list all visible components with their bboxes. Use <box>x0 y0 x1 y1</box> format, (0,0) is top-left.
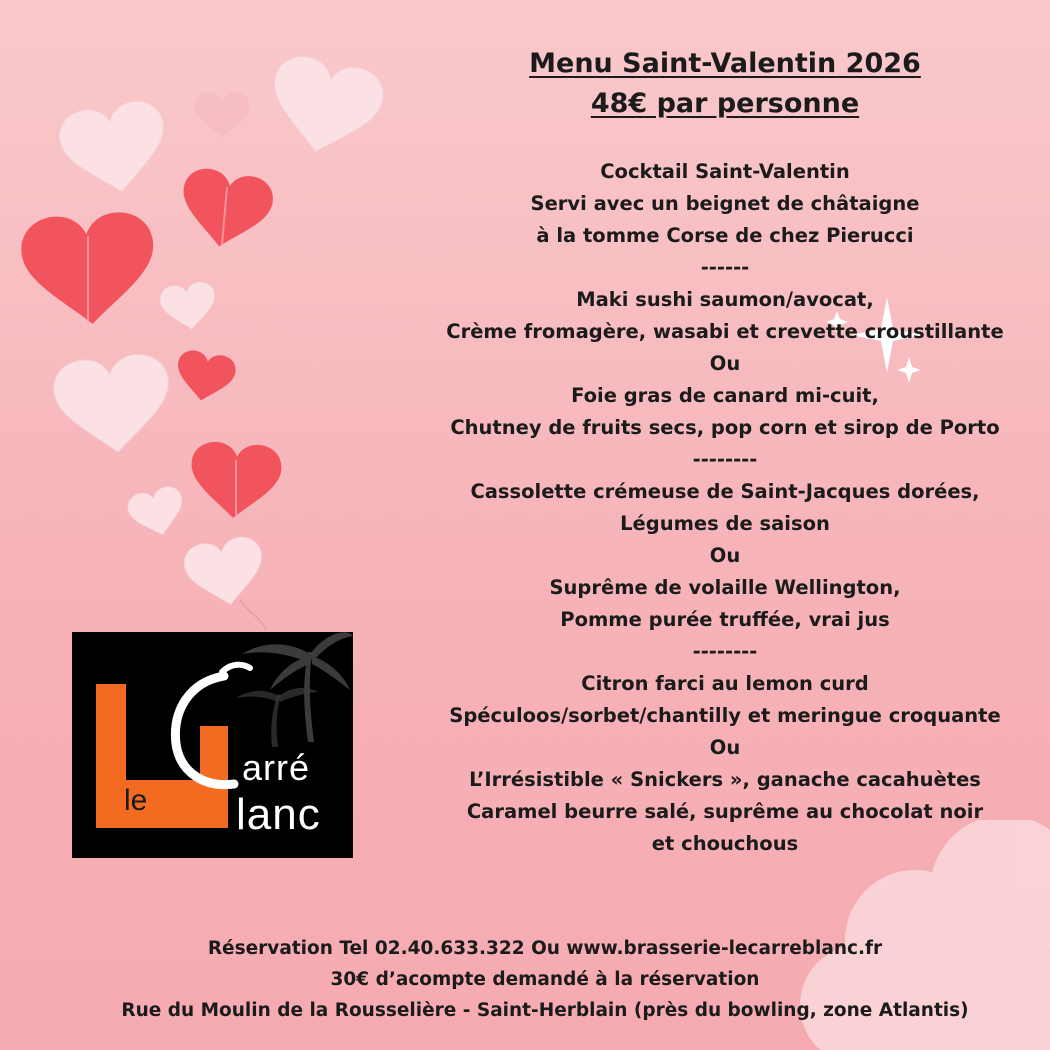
menu-list <box>425 156 1025 860</box>
menu-separator: ------ <box>700 256 750 279</box>
menu-line: Légumes de saison <box>620 512 830 535</box>
menu-line: Crème fromagère, wasabi et crevette croustillante <box>446 320 1004 343</box>
menu-line: à la tomme Corse de chez Pierucci <box>536 224 914 247</box>
menu-line: Caramel beurre salé, suprême au chocolat noir <box>466 800 984 823</box>
menu-line: Maki sushi saumon/avocat, <box>576 288 874 311</box>
heart-icon <box>55 97 174 201</box>
palm-tree-icon <box>236 632 353 747</box>
menu-or: Ou <box>709 736 741 759</box>
menu-line: Suprême de volaille Wellington, <box>549 576 901 599</box>
deposit-line: 30€ d’acompte demandé à la réservation <box>330 969 760 990</box>
menu-or: Ou <box>709 544 741 567</box>
logo-word-blanc: lanc <box>236 790 321 839</box>
menu-line: Spéculoos/sorbet/chantilly et meringue croquante <box>449 704 1001 727</box>
menu-line: et chouchous <box>651 832 799 855</box>
heart-icon <box>51 351 175 458</box>
menu-line: Servi avec un beignet de châtaigne <box>530 192 920 215</box>
heart-icon <box>262 51 389 163</box>
menu-line: Pomme purée truffée, vrai jus <box>560 608 890 631</box>
menu-line: Chutney de fruits secs, pop corn et sirop de Porto <box>450 416 1000 439</box>
menu-separator: -------- <box>692 640 758 663</box>
footer-info <box>20 933 1050 1026</box>
reservation-line: Réservation Tel 02.40.633.322 Ou www.brasserie-lecarreblanc.fr <box>207 938 883 959</box>
hearts-decoration <box>0 0 420 650</box>
heart-icon <box>172 348 237 405</box>
menu-price: 48€ par personne <box>590 88 860 119</box>
menu-or: Ou <box>709 352 741 375</box>
menu-line: Foie gras de canard mi-cuit, <box>571 384 879 407</box>
logo-graphic <box>72 632 353 858</box>
address-line: Rue du Moulin de la Rousselière - Saint-Herblain (près du bowling, zone Atlantis) <box>121 1000 969 1021</box>
logo-word-le: le <box>124 784 148 817</box>
logo-word-carre: arré <box>242 747 311 788</box>
heart-icon <box>181 534 269 611</box>
menu-separator: -------- <box>692 448 758 471</box>
menu-line: Cocktail Saint-Valentin <box>600 160 850 183</box>
menu-header <box>425 44 1025 124</box>
heart-icon <box>158 280 219 333</box>
heart-icon <box>125 484 189 542</box>
menu-line: Citron farci au lemon curd <box>581 672 869 695</box>
menu-line: Cassolette crémeuse de Saint-Jacques dorées, <box>470 480 980 503</box>
menu-line: L’Irrésistible « Snickers », ganache cacahuètes <box>469 768 981 791</box>
le-carre-blanc-logo <box>72 632 353 858</box>
menu-title: Menu Saint-Valentin 2026 <box>529 48 921 79</box>
